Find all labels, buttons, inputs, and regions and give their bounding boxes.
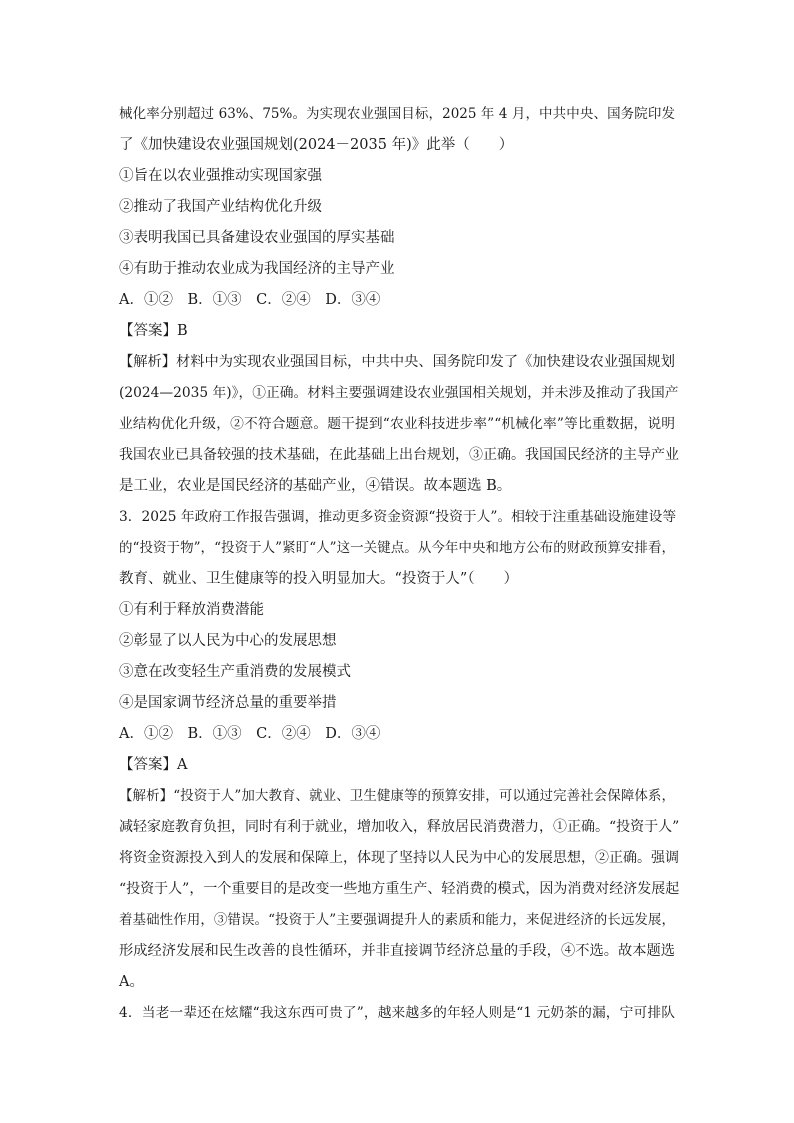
explanation-line: 【解析】材料中为实现农业强国目标，中共中央、国务院印发了《加快建设农业强国规划: [119, 354, 675, 370]
option-3: ③表明我国已具备建设农业强国的厚实基础: [119, 230, 395, 246]
explanation-line: 是工业，农业是国民经济的基础产业，④错误。故本题选 B。: [119, 478, 512, 494]
question-4-line: 4．当老一辈还在炫耀“我这东西可贵了”，越来越多的年轻人则是“1 元奶茶的漏，宁可排队: [119, 1005, 675, 1021]
explanation-line: “投资于人”，一个重要目的是改变一些地方重生产、轻消费的模式，因为消费对经济发展起: [119, 881, 680, 897]
explanation-line: A。: [119, 974, 144, 990]
explanation-line: 减轻家庭教育负担，同时有利于就业，增加收入，释放居民消费潜力，①正确。“投资于人”: [119, 819, 680, 835]
explanation-line: 【解析】“投资于人”加大教育、就业、卫生健康等的预算安排，可以通过完善社会保障体系，: [119, 788, 675, 804]
explanation-line: (2024—2035 年)》，①正确。材料主要强调建设农业强国相关规划，并未涉及推动了我国产: [119, 385, 679, 401]
text-line: 械化率分别超过 63%、75%。为实现农业强国目标，2025 年 4 月，中共中央、国务院印发: [119, 106, 675, 122]
question-3-line: 的“投资于物”，“投资于人”紧盯“人”这一关键点。从今年中央和地方公布的财政预算安排看，: [119, 540, 675, 556]
explanation-line: 将资金资源投入到人的发展和保障上，体现了坚持以人民为中心的发展思想，②正确。强调: [119, 850, 679, 866]
explanation-line: 着基础性作用，③错误。“投资于人”主要强调提升人的素质和能力，来促进经济的长远发展，: [119, 912, 675, 928]
explanation-line: 业结构优化升级，②不符合题意。题干提到“农业科技进步率”“机械化率”等比重数据，说明: [119, 416, 675, 432]
answer-choices: A．①② B．①③ C．②④ D．③④: [119, 726, 381, 742]
option-4: ④是国家调节经济总量的重要举措: [119, 695, 337, 711]
option-4: ④有助于推动农业成为我国经济的主导产业: [119, 261, 395, 277]
question-stem-line: 了《加快建设农业强国规划(2024－2035 年)》此举（ ）: [119, 137, 514, 153]
option-2: ②彰显了以人民为中心的发展思想: [119, 633, 337, 649]
explanation-line: 形成经济发展和民生改善的良性循环，并非直接调节经济总量的手段，④不选。故本题选: [119, 943, 675, 959]
option-1: ①有利于释放消费潜能: [119, 602, 264, 618]
question-3-line: 教育、就业、卫生健康等的投入明显加大。“投资于人”（ ）: [119, 571, 519, 587]
answer-label: 【答案】A: [119, 757, 188, 773]
explanation-line: 我国农业已具备较强的技术基础，在此基础上出台规划，③正确。我国国民经济的主导产业: [119, 447, 679, 463]
option-2: ②推动了我国产业结构优化升级: [119, 199, 322, 215]
answer-label: 【答案】B: [119, 323, 188, 339]
option-3: ③意在改变轻生产重消费的发展模式: [119, 664, 351, 680]
option-1: ①旨在以农业强推动实现国家强: [119, 168, 322, 184]
answer-choices: A．①② B．①③ C．②④ D．③④: [119, 292, 381, 308]
question-3-line: 3．2025 年政府工作报告强调，推动更多资金资源“投资于人”。相较于注重基础设施建设等: [119, 509, 677, 525]
